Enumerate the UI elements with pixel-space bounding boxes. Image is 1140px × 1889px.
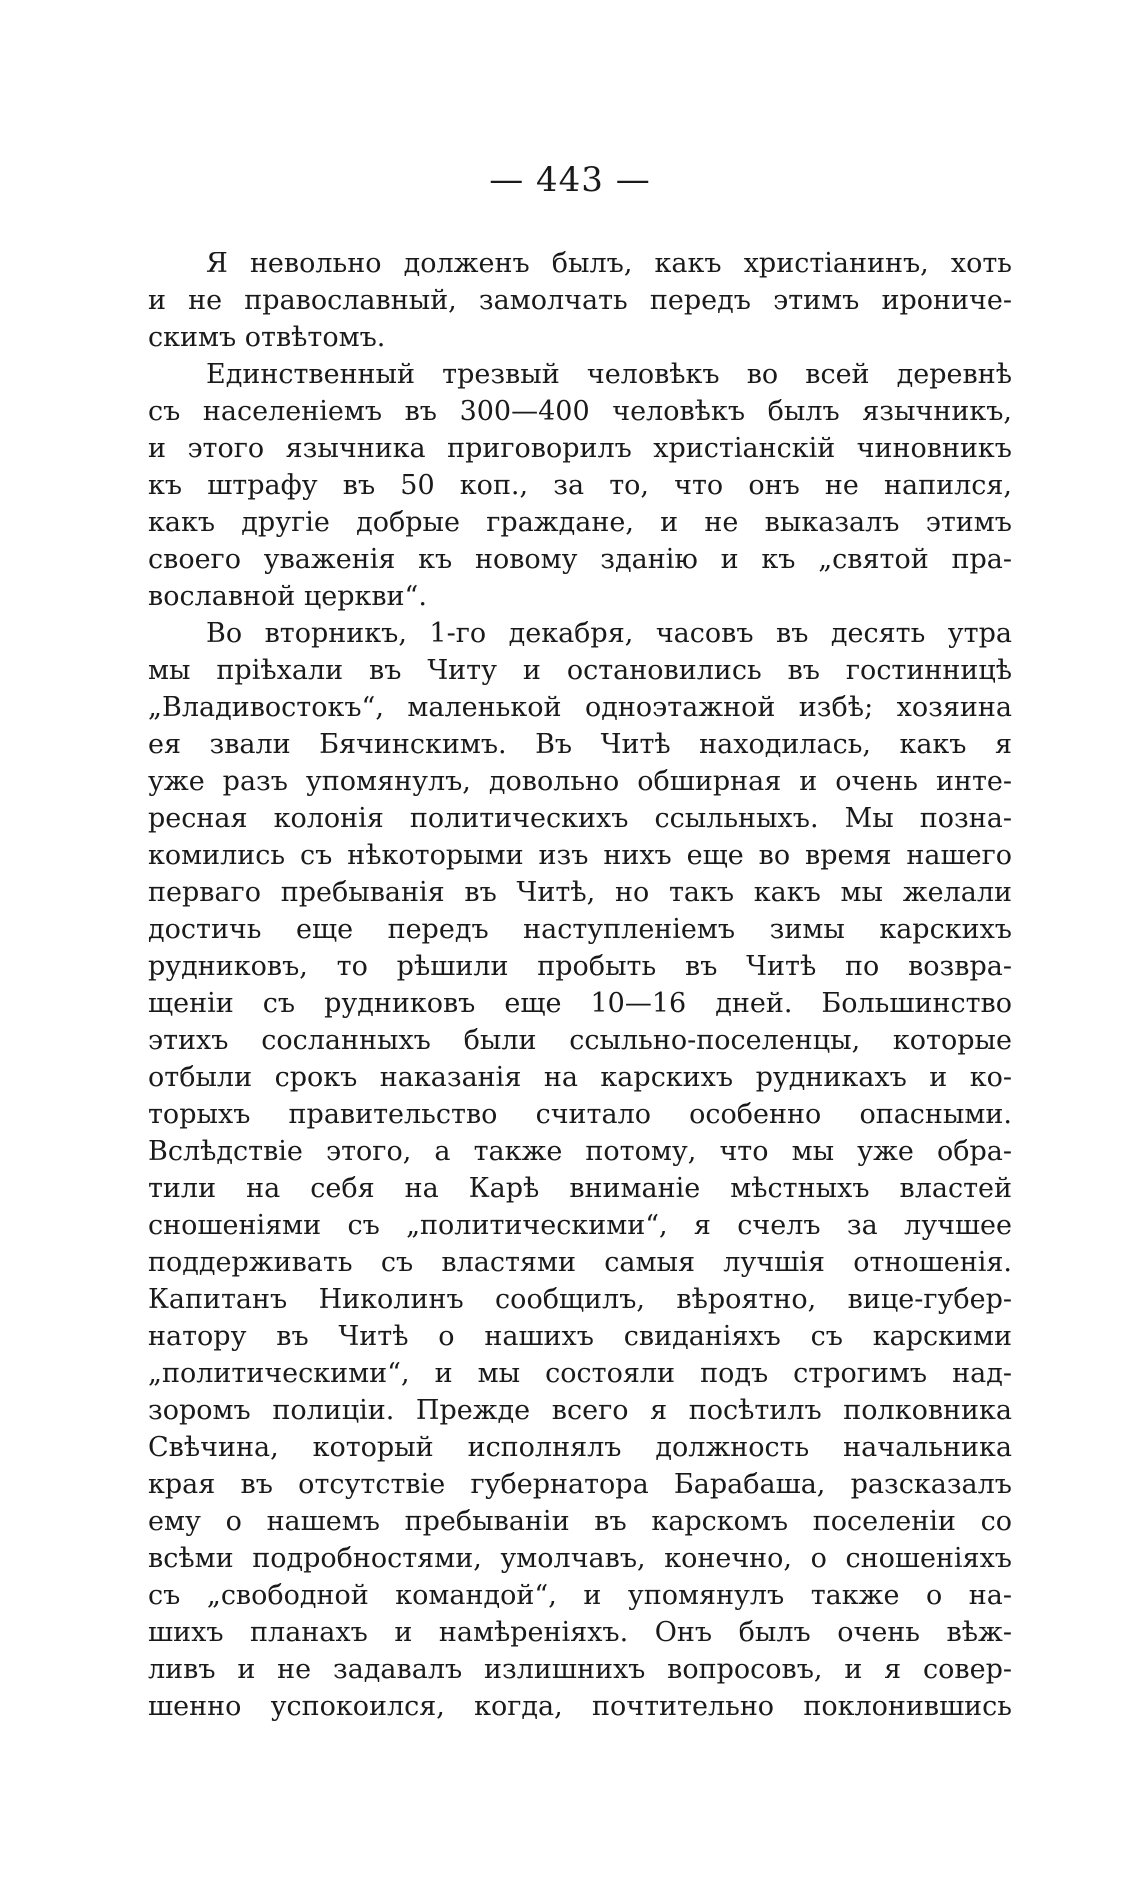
text-line: края въ отсутствіе губернатора Барабаша, разсказалъ <box>148 1469 1012 1500</box>
text-line: сношеніями съ „политическими“, я счелъ за лучшее <box>148 1210 1012 1241</box>
text-line: шихъ планахъ и намѣреніяхъ. Онъ былъ очень вѣж- <box>148 1617 1012 1648</box>
text-line: своего уваженія къ новому зданію и къ „святой пра- <box>148 544 1012 575</box>
text-line: какъ другіе добрые граждане, и не выказалъ этимъ <box>148 507 1012 538</box>
text-line: и этого язычника приговорилъ христіанскій чиновникъ <box>148 433 1012 464</box>
text-line: отбыли срокъ наказанія на карскихъ рудникахъ и ко- <box>148 1062 1012 1093</box>
text-line: ея звали Бячинскимъ. Въ Читѣ находилась, какъ я <box>148 729 1012 760</box>
text-line: ресная колонія политическихъ ссыльныхъ. Мы позна- <box>148 803 1012 834</box>
text-line: Капитанъ Николинъ сообщилъ, вѣроятно, вице-губер- <box>148 1284 1012 1315</box>
text-line: вославной церкви“. <box>148 581 427 612</box>
text-line: съ населеніемъ въ 300—400 человѣкъ былъ язычникъ, <box>148 396 1012 427</box>
page-number: — 443 — <box>489 160 651 200</box>
text-line: комились съ нѣкоторыми изъ нихъ еще во время нашего <box>148 840 1012 871</box>
text-line: Вслѣдствіе этого, а также потому, что мы уже обра- <box>148 1136 1012 1167</box>
text-line: зоромъ полиціи. Прежде всего я посѣтилъ полковника <box>148 1395 1012 1426</box>
text-line: достичь еще передъ наступленіемъ зимы карскихъ <box>148 914 1012 945</box>
text-line: этихъ сосланныхъ были ссыльно-поселенцы, которые <box>148 1025 1012 1056</box>
text-line: натору въ Читѣ о нашихъ свиданіяхъ съ карскими <box>148 1321 1012 1352</box>
text-line: Единственный трезвый человѣкъ во всей деревнѣ <box>206 359 1012 390</box>
text-line: мы пріѣхали въ Читу и остановились въ гостинницѣ <box>148 655 1012 686</box>
text-line: и не православный, замолчать передъ этимъ ироничe- <box>148 285 1012 316</box>
text-line: поддерживать съ властями самыя лучшія отношенія. <box>148 1247 1012 1278</box>
text-line: шенно успокоился, когда, почтительно поклонившись <box>148 1691 1012 1722</box>
text-line: всѣми подробностями, умолчавъ, конечно, о сношеніяхъ <box>148 1543 1012 1574</box>
text-line: съ „свободной командой“, и упомянулъ также о на- <box>148 1580 1012 1611</box>
text-line: щеніи съ рудниковъ еще 10—16 дней. Большинство <box>148 988 1012 1019</box>
body-text <box>148 245 1012 1725</box>
text-line: скимъ отвѣтомъ. <box>148 322 386 353</box>
text-line: „Владивостокъ“, маленькой одноэтажной избѣ; хозяина <box>148 692 1012 723</box>
text-line: къ штрафу въ 50 коп., за то, что онъ не напился, <box>148 470 1012 501</box>
text-line: ему о нашемъ пребываніи въ карскомъ поселеніи со <box>148 1506 1012 1537</box>
text-line: „политическими“, и мы состояли подъ строгимъ над- <box>148 1358 1012 1389</box>
text-line: ливъ и не задавалъ излишнихъ вопросовъ, и я совер- <box>148 1654 1012 1685</box>
text-line: перваго пребыванія въ Читѣ, но такъ какъ мы желали <box>148 877 1012 908</box>
text-line: Я невольно долженъ былъ, какъ христіанинъ, хоть <box>206 248 1012 279</box>
text-line: тили на себя на Карѣ вниманіе мѣстныхъ властей <box>148 1173 1012 1204</box>
text-line: рудниковъ, то рѣшили пробыть въ Читѣ по возвра- <box>148 951 1012 982</box>
text-line: Во вторникъ, 1-го декабря, часовъ въ десять утра <box>206 618 1012 649</box>
text-line: торыхъ правительство считало особенно опасными. <box>148 1099 1012 1130</box>
text-line: Свѣчина, который исполнялъ должность начальника <box>148 1432 1012 1463</box>
text-line: уже разъ упомянулъ, довольно обширная и очень инте- <box>148 766 1012 797</box>
